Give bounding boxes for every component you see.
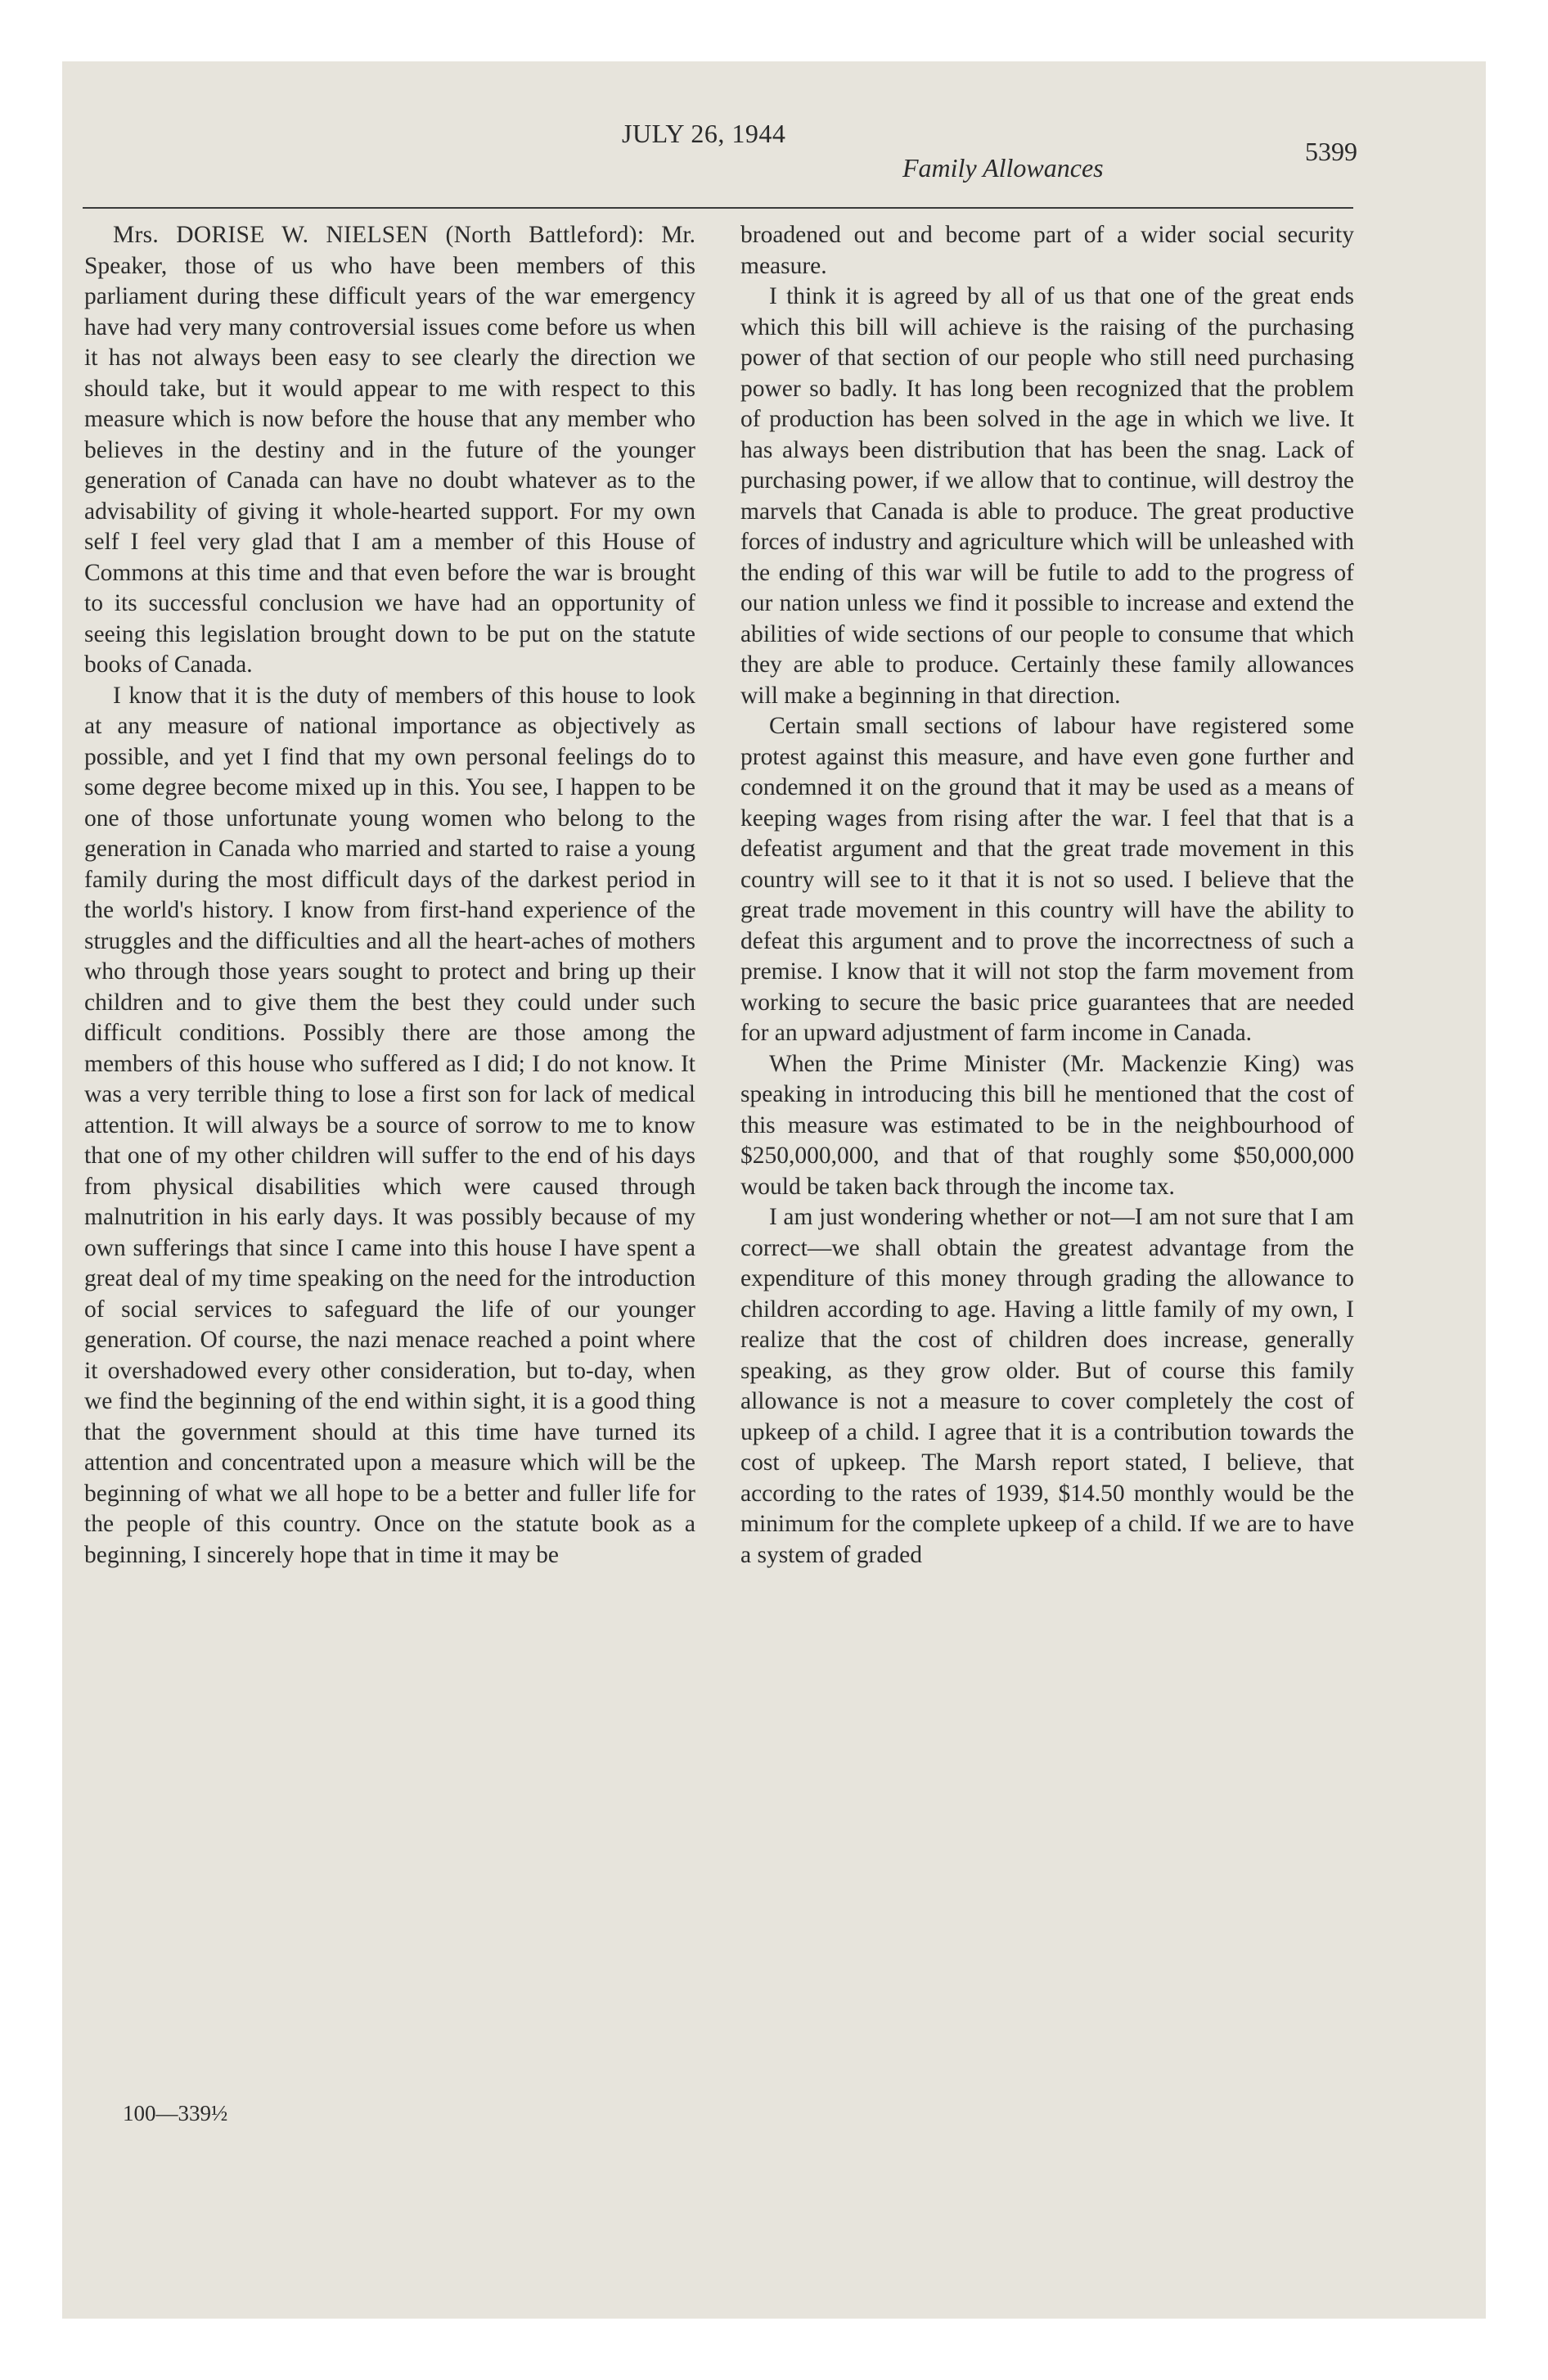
left-column	[84, 220, 695, 1571]
right-paragraph-4: When the Prime Minister (Mr. Mackenzie King) was speaking in introducing this bill he mentioned that the cost of this measure was estimated to be in the neighbourhood of $250,000,000, and that of that roughly some $50,000,000 would be taken back through the income tax.	[740, 1050, 1354, 1200]
right-paragraph-2: I think it is agreed by all of us that one of the great ends which this bill will achieve is the raising of the purchasing power of that section of our people who still need purchasing power so badly. It has long been recognized that the problem of production has been solved in the age in which we live. It has always been distribution that has been the snag. Lack of purchasing power, if we allow that to continue, will destroy the marvels that Canada is able to produce. The great productive forces of industry and agriculture which will be unleashed with the ending of this war will be futile to add to the progress of our nation unless we find it possible to increase and extend the abilities of wide sections of our people to consume that which they are able to produce. Certainly these family allowances will make a beginning in that direction.	[740, 283, 1354, 709]
header-divider	[83, 207, 1353, 209]
section-title: Family Allowances	[902, 153, 1104, 183]
left-paragraph-2: I know that it is the duty of members of this house to look at any measure of national importance as objectively as possible, and yet I find that my own personal feelings do to some degree become mixed up in this. You see, I happen to be one of those unfortunate young women who belong to the generation in Canada who married and started to raise a young family during the most difficult days of the darkest period in the world's history. I know from first-hand experience of the struggles and the difficulties and all the heart-aches of mothers who through those years sought to protect and bring up their children and to give them the best they could under such difficult conditions. Possibly there are those among the members of this house who suffered as I did; I do not know. It was a very terrible thing to lose a first son for lack of medical attention. It will always be a source of sorrow to me to know that one of my other children will suffer to the end of his days from physical disabilities which were caused through malnutrition in his early days. It was possibly because of my own sufferings that since I came into this house I have spent a great deal of my time speaking on the need for the introduction of social services to safeguard the life of our younger generation. Of course, the nazi menace reached a point where it overshadowed every other consideration, but to-day, when we find the beginning of the end within sight, it is a good thing that the government should at this time have turned its attention and concentrated upon a measure which will be the beginning of what we all hope to be a better and fuller life for the people of this country. Once on the statute book as a beginning, I sincerely hope that in time it may be	[84, 682, 695, 1568]
speaker-name: Mrs. DORISE W. NIELSEN (North Battleford):	[113, 222, 645, 248]
right-paragraph-5: I am just wondering whether or not—I am not sure that I am correct—we shall obtain the greatest advantage from the expenditure of this money through grading the allowance to children according to age. Having a little family of my own, I realize that the cost of children does increase, generally speaking, as they grow older. But of course this family allowance is not a measure to cover completely the cost of upkeep of a child. I agree that it is a contribution towards the cost of upkeep. The Marsh report stated, I believe, that according to the rates of 1939, $14.50 monthly would be the minimum for the complete upkeep of a child. If we are to have a system of graded	[740, 1204, 1354, 1568]
left-paragraph-1-text: Mr. Speaker, those of us who have been members of this parliament during these difficult years of the war emergency have had very many controversial issues come before us when it has not always been easy to see clearly the direction we should take, but it would appear to me with respect to this measure which is now before the house that any member who believes in the destiny and in the future of the younger generation of Canada can have no doubt whatever as to the advisability of giving it whole-hearted support. For my own self I feel very glad that I am a member of this House of Commons at this time and that even before the war is brought to its successful conclusion we have had an opportunity of seeing this legislation brought down to be put on the statute books of Canada.	[84, 222, 696, 678]
right-paragraph-3: Certain small sections of labour have registered some protest against this measure, and have even gone further and condemned it on the ground that it may be used as a means of keeping wages from rising after the war. I feel that that is a defeatist argument and that the great trade movement in this country will see to it that it is not so used. I believe that the great trade movement in this country will have the ability to defeat this argument and to prove the incorrectness of such a premise. I know that it will not stop the farm movement from working to secure the basic price guarantees that are needed for an upward adjustment of farm income in Canada.	[740, 713, 1354, 1046]
left-paragraph-1	[84, 220, 695, 681]
right-paragraph-1: broadened out and become part of a wider social security measure.	[740, 222, 1354, 279]
page-date: JULY 26, 1944	[622, 119, 786, 148]
page-number: 5399	[1305, 137, 1357, 166]
signature-mark: 100—339½	[123, 2101, 228, 2125]
right-column	[740, 220, 1354, 1571]
